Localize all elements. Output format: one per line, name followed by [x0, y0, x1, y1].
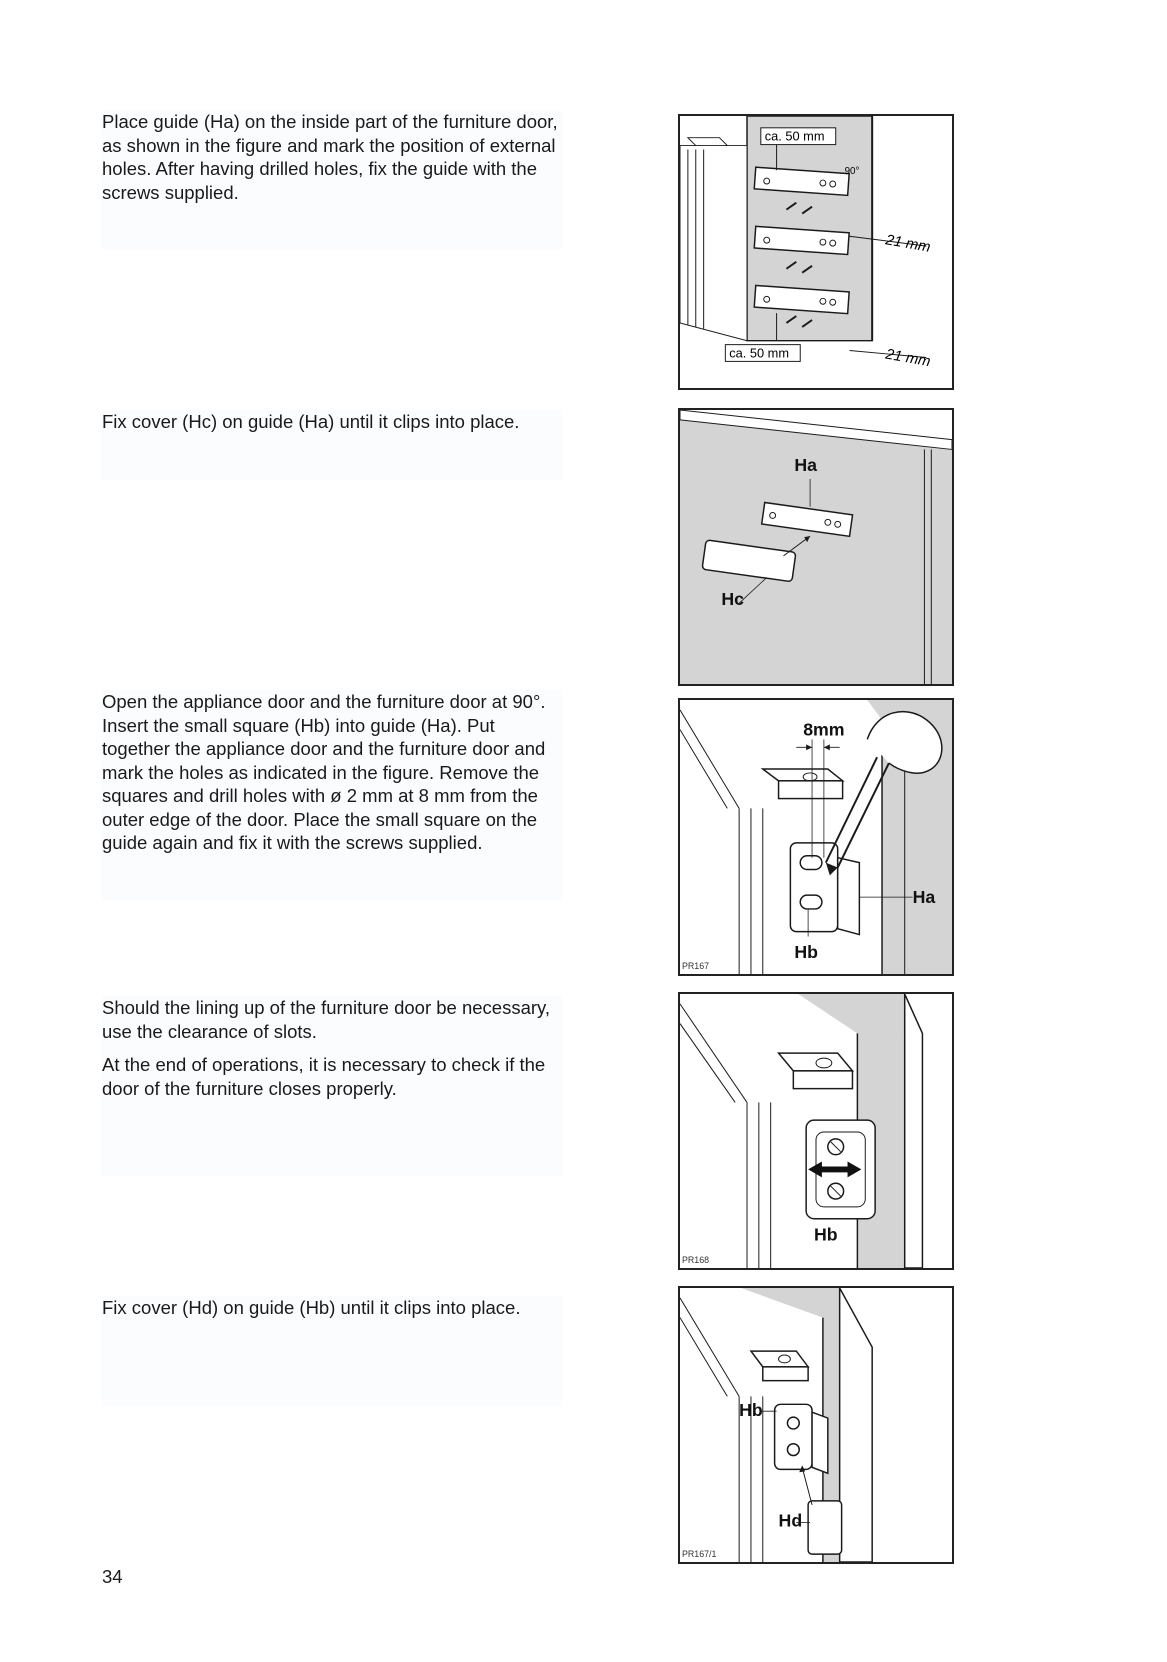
step-4-paragraph-2: At the end of operations, it is necessary to check if the door of the furniture closes properly. — [102, 1054, 546, 1099]
figure-square-marking — [678, 698, 954, 976]
guide-label: Ha — [794, 455, 817, 476]
guide-label: Ha — [912, 887, 936, 908]
cover-hd-illustration — [680, 1288, 952, 1562]
cover-label: Hd — [778, 1510, 803, 1531]
slot-adjustment-illustration — [680, 994, 952, 1268]
step-1-paragraph: Place guide (Ha) on the inside part of the furniture door, as shown in the figure and mark the position of external holes. After having drilled holes, fix the guide with the screws supplied. — [102, 111, 558, 203]
edge-top-label: 21 mm — [884, 232, 932, 256]
figure-slot-adjustment — [678, 992, 954, 1270]
figure-code: PR167/1 — [681, 1549, 717, 1560]
figure-cover-fitting — [678, 408, 954, 686]
square-label: Hb — [794, 942, 818, 963]
step-5-text — [102, 1296, 562, 1406]
step-4-text — [102, 996, 562, 1176]
angle-label: 90° — [844, 166, 860, 178]
figure-code: PR167 — [681, 961, 710, 972]
step-3-text — [102, 690, 562, 900]
figure-code: PR168 — [681, 1255, 710, 1266]
square-marking-illustration — [680, 700, 952, 974]
square-label: Hb — [739, 1400, 763, 1421]
step-2-paragraph: Fix cover (Hc) on guide (Ha) until it clips into place. — [102, 411, 520, 432]
square-label: Hb — [814, 1224, 838, 1245]
step-2-text — [102, 410, 562, 480]
distance-label: 8mm — [803, 719, 845, 740]
cover-fitting-illustration — [680, 410, 952, 684]
cover-label: Hc — [721, 589, 745, 610]
figure-cover-hd — [678, 1286, 954, 1564]
page-number: 34 — [102, 1566, 123, 1587]
edge-bottom-label: 21 mm — [884, 346, 932, 371]
step-3-paragraph: Open the appliance door and the furniture door at 90°. Insert the small square (Hb) into guide (Ha). Put together the appliance door and the furniture door and mark the holes as indicated in the figure. Remove the squares and drill holes with ø 2 mm at 8 mm from the outer edge of the door. Place the small square on the guide again and fix it with the screws supplied. — [102, 691, 546, 853]
guide-mounting-illustration — [680, 116, 952, 388]
step-4-paragraph-1: Should the lining up of the furniture door be necessary, use the clearance of slots. — [102, 997, 551, 1042]
step-5-paragraph: Fix cover (Hd) on guide (Hb) until it clips into place. — [102, 1297, 521, 1318]
step-1-text — [102, 110, 562, 250]
bottom-dimension-label: ca. 50 mm — [729, 345, 790, 361]
top-dimension-label: ca. 50 mm — [764, 128, 825, 144]
figure-guide-mounting — [678, 114, 954, 390]
